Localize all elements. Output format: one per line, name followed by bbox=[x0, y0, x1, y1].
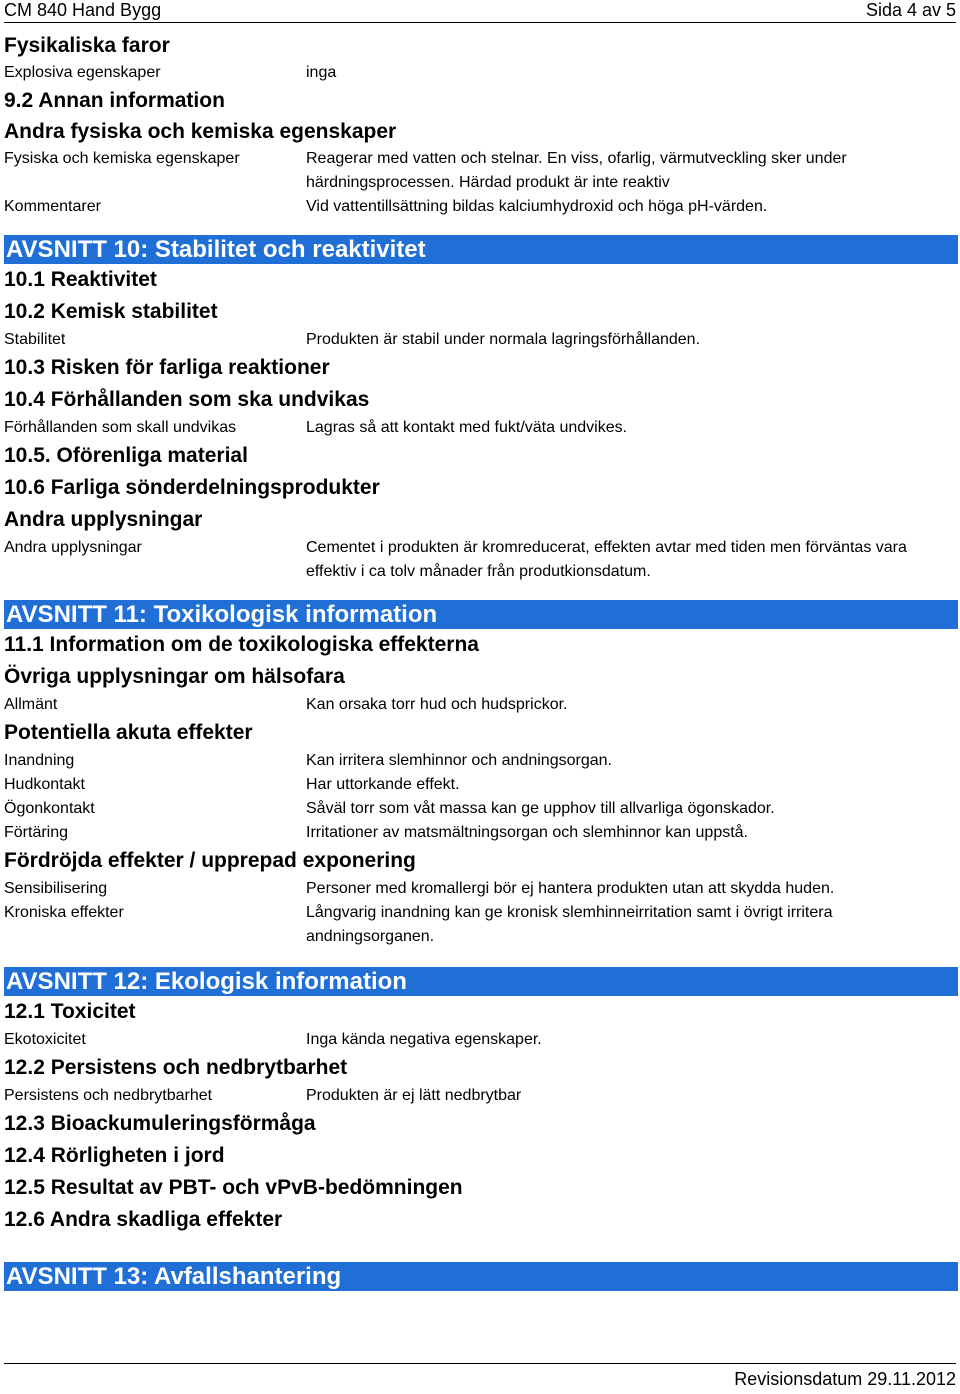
heading-10-2: 10.2 Kemisk stabilitet bbox=[4, 300, 218, 323]
label: Persistens och nedbrytbarhet bbox=[4, 1087, 213, 1104]
heading-10-6: 10.6 Farliga sönderdelningsprodukter bbox=[4, 476, 380, 499]
row-andra-upplysningar bbox=[4, 536, 956, 584]
row-kommentarer bbox=[4, 195, 956, 219]
heading-12-3: 12.3 Bioackumuleringsförmåga bbox=[4, 1112, 316, 1135]
row-kroniska bbox=[4, 901, 956, 949]
row-fortaring bbox=[4, 821, 956, 845]
value: Produkten är ej lätt nedbrytbar bbox=[306, 1087, 522, 1104]
row-fysiska-egenskaper bbox=[4, 147, 956, 195]
heading-12-6: 12.6 Andra skadliga effekter bbox=[4, 1208, 283, 1231]
value: Irritationer av matsmältningsorgan och slemhinnor kan uppstå. bbox=[306, 824, 748, 841]
heading-akuta: Potentiella akuta effekter bbox=[4, 721, 253, 744]
heading-11-1: 11.1 Information om de toxikologiska effekterna bbox=[4, 633, 479, 656]
row-explosiva bbox=[4, 61, 956, 85]
value: Inga kända negativa egenskaper. bbox=[306, 1031, 542, 1048]
heading-9-2: 9.2 Annan information bbox=[4, 89, 225, 112]
revision-date: Revisionsdatum 29.11.2012 bbox=[734, 1368, 956, 1389]
value: Såväl torr som våt massa kan ge upphov till allvarliga ögonskador. bbox=[306, 800, 775, 817]
label: Andra upplysningar bbox=[4, 539, 142, 556]
heading-10-4: 10.4 Förhållanden som ska undvikas bbox=[4, 388, 370, 411]
label: Förtäring bbox=[4, 824, 69, 841]
label: Fysiska och kemiska egenskaper bbox=[4, 150, 240, 167]
label: Kroniska effekter bbox=[4, 904, 124, 921]
value: Personer med kromallergi bör ej hantera produkten utan att skydda huden. bbox=[306, 880, 835, 897]
value: Långvarig inandning kan ge kronisk slemhinneirritation samt i övrigt irritera andningsorganen. bbox=[306, 904, 833, 945]
value: Kan orsaka torr hud och hudsprickor. bbox=[306, 696, 568, 713]
label: Hudkontakt bbox=[4, 776, 85, 793]
value: Produkten är stabil under normala lagringsförhållanden. bbox=[306, 331, 701, 348]
label: Sensibilisering bbox=[4, 880, 108, 897]
label: Allmänt bbox=[4, 696, 58, 713]
section-10-bar: AVSNITT 10: Stabilitet och reaktivitet bbox=[4, 235, 958, 264]
page-content bbox=[4, 30, 956, 1291]
heading-andra-upplysningar: Andra upplysningar bbox=[4, 508, 203, 531]
row-allmant bbox=[4, 693, 956, 717]
heading-10-3: 10.3 Risken för farliga reaktioner bbox=[4, 356, 330, 379]
section-13-bar: AVSNITT 13: Avfallshantering bbox=[4, 1262, 958, 1291]
label: Ögonkontakt bbox=[4, 800, 95, 817]
label: Inandning bbox=[4, 752, 75, 769]
value: Kan irritera slemhinnor och andningsorgan. bbox=[306, 752, 612, 769]
row-inandning bbox=[4, 749, 956, 773]
heading-12-1: 12.1 Toxicitet bbox=[4, 1000, 136, 1023]
value: inga bbox=[306, 64, 337, 81]
label: Kommentarer bbox=[4, 198, 101, 215]
row-hudkontakt bbox=[4, 773, 956, 797]
value: Vid vattentillsättning bildas kalciumhydroxid och höga pH-värden. bbox=[306, 198, 768, 215]
row-ekotoxicitet bbox=[4, 1028, 956, 1052]
label: Ekotoxicitet bbox=[4, 1031, 86, 1048]
heading-andra-fysiska: Andra fysiska och kemiska egenskaper bbox=[4, 120, 397, 143]
heading-fysikaliska-faror: Fysikaliska faror bbox=[4, 34, 170, 57]
row-ogonkontakt bbox=[4, 797, 956, 821]
value: Cementet i produkten är kromreducerat, effekten avtar med tiden men förväntas vara effektiv i ca tolv månader från produtkionsdatum. bbox=[306, 539, 907, 580]
value: Lagras så att kontakt med fukt/väta undvikes. bbox=[306, 419, 628, 436]
value: Har uttorkande effekt. bbox=[306, 776, 460, 793]
row-stabilitet bbox=[4, 328, 956, 352]
page-header bbox=[4, 0, 956, 23]
label: Stabilitet bbox=[4, 331, 66, 348]
heading-12-2: 12.2 Persistens och nedbrytbarhet bbox=[4, 1056, 348, 1079]
heading-12-5: 12.5 Resultat av PBT- och vPvB-bedömningen bbox=[4, 1176, 463, 1199]
page-number: Sida 4 av 5 bbox=[865, 0, 956, 20]
page-footer bbox=[4, 1363, 956, 1394]
heading-12-4: 12.4 Rörligheten i jord bbox=[4, 1144, 225, 1167]
heading-10-1: 10.1 Reaktivitet bbox=[4, 268, 157, 291]
label: Förhållanden som skall undvikas bbox=[4, 419, 237, 436]
heading-10-5: 10.5. Oförenliga material bbox=[4, 444, 248, 467]
row-sensibilisering bbox=[4, 877, 956, 901]
row-persistens bbox=[4, 1084, 956, 1108]
section-11-bar: AVSNITT 11: Toxikologisk information bbox=[4, 600, 958, 629]
row-forhallanden bbox=[4, 416, 956, 440]
section-12-bar: AVSNITT 12: Ekologisk information bbox=[4, 967, 958, 996]
value: Reagerar med vatten och stelnar. En viss, ofarlig, värmutveckling sker under härdningsprocessen. Härdad produkt är inte reaktiv bbox=[306, 150, 847, 191]
heading-fordrojda: Fördröjda effekter / upprepad exponering bbox=[4, 849, 416, 872]
product-name: CM 840 Hand Bygg bbox=[4, 0, 162, 20]
label: Explosiva egenskaper bbox=[4, 64, 161, 81]
heading-ovriga: Övriga upplysningar om hälsofara bbox=[4, 665, 345, 688]
